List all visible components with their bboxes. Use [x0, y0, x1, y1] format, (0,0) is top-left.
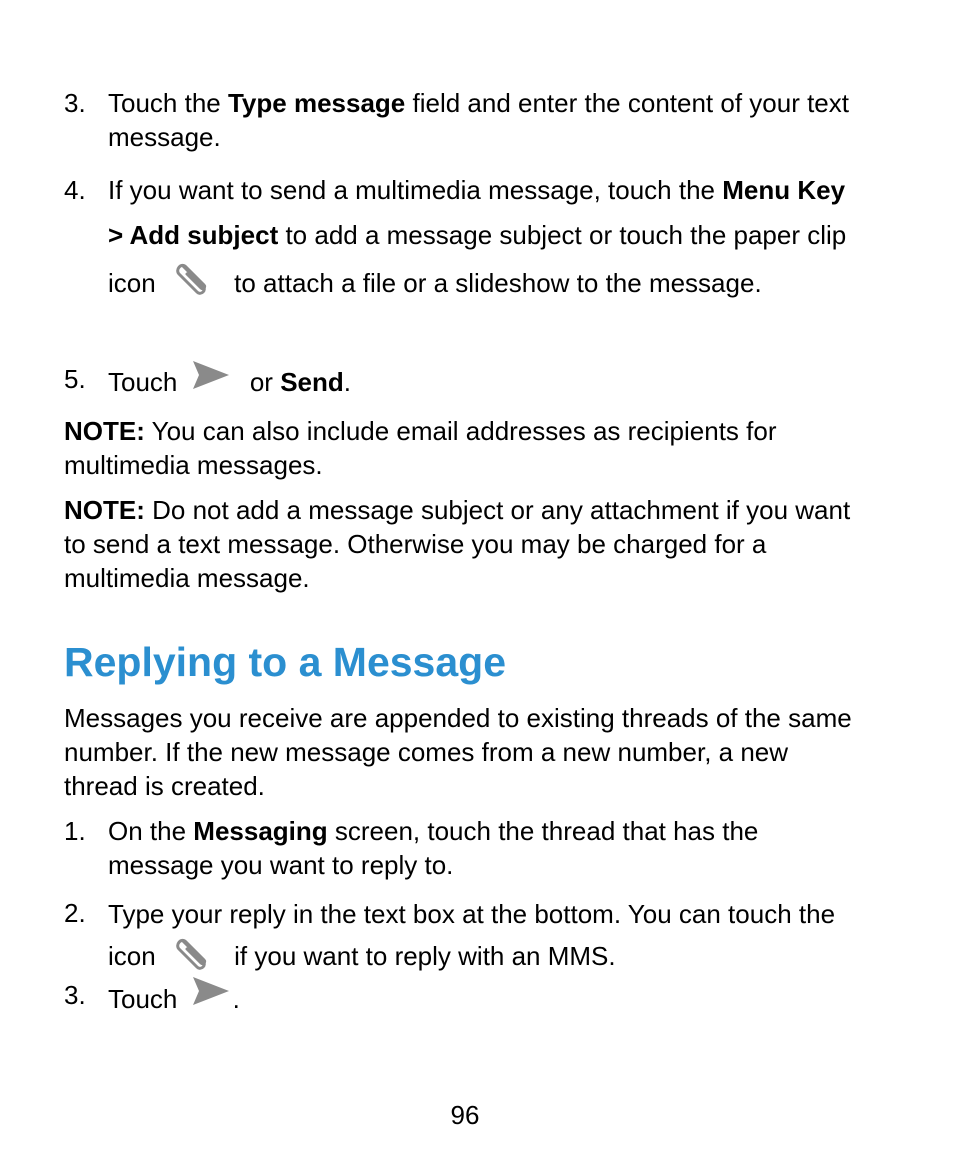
step-text: Type your reply in the text box at the bottom. You can touch the icon if you want to reply with an MMS.: [108, 895, 864, 983]
step-number: 5.: [64, 364, 86, 394]
step-text: Touch .: [108, 974, 864, 1028]
step-number: 3.: [64, 88, 86, 118]
section-intro: Messages you receive are appended to existing threads of the same number. If the new message comes from a new number, a new thread is created.: [64, 703, 852, 801]
step-text: Touch the Type message field and enter the content of your text message.: [108, 88, 849, 152]
paper-clip-icon: [173, 258, 217, 312]
step-number: 3.: [64, 980, 86, 1010]
step-number: 1.: [64, 816, 86, 846]
send-arrow-icon: [191, 974, 231, 1020]
send-arrow-icon: [191, 358, 231, 404]
step-number: 2.: [64, 898, 86, 928]
step-text: If you want to send a multimedia message, touch the Menu Key > Add subject to add a message subject or touch the paper clip icon to attach a file or a slideshow to the message.: [108, 168, 864, 312]
section-heading: Replying to a Message: [64, 639, 507, 685]
page-number: 96: [450, 1100, 480, 1130]
step-text: On the Messaging screen, touch the thread that has the message you want to reply to.: [108, 816, 759, 880]
note-recipients: NOTE: You can also include email addresses as recipients for multimedia messages.: [64, 416, 777, 480]
step-number: 4.: [64, 175, 86, 205]
step-text: Touch or Send.: [108, 358, 864, 410]
note-charges: NOTE: Do not add a message subject or any attachment if you want to send a text message. Otherwise you may be charged for a multimedia message.: [64, 495, 851, 593]
